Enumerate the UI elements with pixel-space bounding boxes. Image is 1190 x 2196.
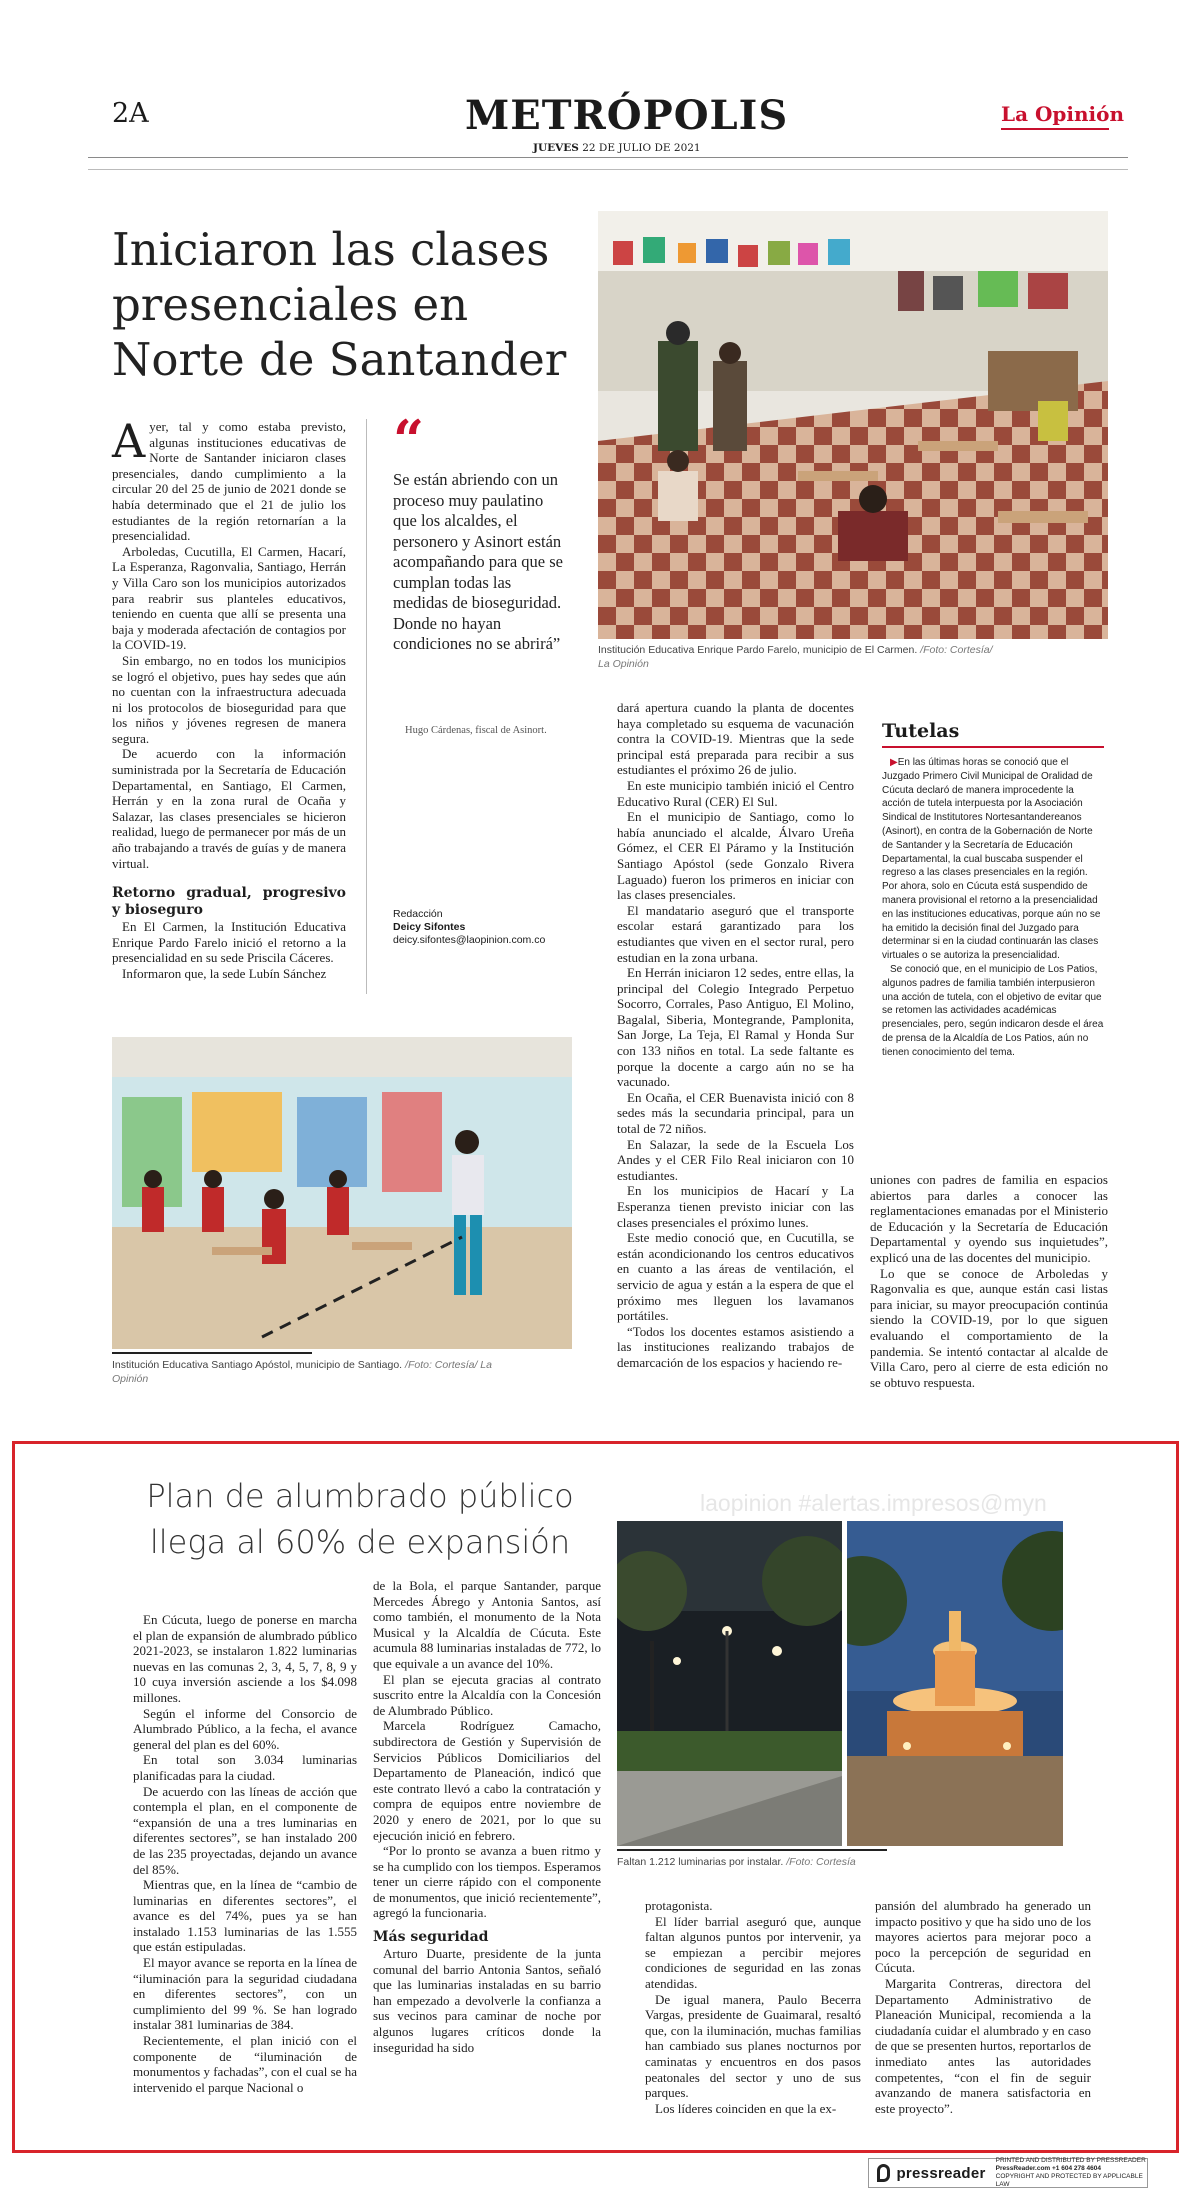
photo3-caption [617, 1855, 937, 1869]
streetlights-night-photo [617, 1521, 842, 1846]
article1-paragraph: Sin embargo, no en todos los municipios se logró el objetivo, pues hay sedes que aún no cuentan con la infraestructura adecuada ni los protocolos de bioseguridad para que los niños y jóvenes regresen de manera segura. [112, 652, 346, 746]
article2-paragraph: De igual manera, Paulo Becerra Vargas, presidente de Guaimaral, resaltó que, con la iluminación, muchas familias han cambiado sus planes nocturnos por caminatas y encuentros en dos pasos peatonales del sector y uno de sus parques. [645, 1991, 861, 2101]
article1-paragraph: Lo que se conoce de Arboledas y Ragonvalia es que, aunque están casi listas para iniciar, su mayor preocupación continúa siendo la COVID-19, por lo que siguen evaluando el comportamiento de la pandemia. Se intentó contactar al alcalde de Villa Caro, pero al cierre de esta edición no se obtuvo respuesta. [870, 1265, 1108, 1390]
article1-paragraph: En Salazar, la sede de la Escuela Los Andes y el CER Filo Real iniciaron con 10 estudiantes. [617, 1136, 854, 1183]
photo2-caption [112, 1358, 492, 1386]
red-bullet-icon: ▶ [890, 757, 898, 768]
article1-paragraph: Este medio conoció que, en Cucutilla, se están acondicionando los centros educativos en cuanto a las áreas de ventilación, el servicio de agua y están a la espera de que el próximo mes lleguen los lavamanos portátiles. [617, 1230, 854, 1324]
photo1-caption-text: Institución Educativa Enrique Pardo Farelo, municipio de El Carmen. [598, 644, 918, 656]
tutelas-paragraph: Se conoció que, en el municipio de Los Patios, algunos padres de familia también interpusieron una acción de tutela, con el objetivo de evitar que se retomen las actividades académicas presenciales, pero, según indicaron desde el área de prensa de la Alcaldía de Los Patios, aún no tienen conocimiento del tema. [882, 963, 1104, 1058]
photo3-caption-text: Faltan 1.212 luminarias por instalar. [617, 1856, 784, 1868]
article1-paragraph: En Herrán iniciaron 12 sedes, entre ellas, la principal del Colegio Integrado Perpetuo Socorro, Corrales, Paso Antiguo, El Molino, Bagalal, Siberia, Montegrande, Pamplonita, San Jorge, La Teja, El Ramal y Honda Sur con 133 niños en total. La sede faltante es porque la docente a cargo aún no se ha vacunado. [617, 965, 854, 1090]
article1-paragraph: El mandatario aseguró que el transporte escolar estará garantizado para los estudiantes que viven en el sector rural, pero estudian en la zona urbana. [617, 902, 854, 965]
article1-paragraph: Arboledas, Cucutilla, El Carmen, Hacarí, La Esperanza, Ragonvalia, Santiago, Herrán y Villa Caro son los municipios autorizados para reabrir sus planteles educativos, teniendo en cuenta que allí se presenta una baja y moderada afectación de contagios por la COVID-19. [112, 543, 346, 653]
byline-email: deicy.sifontes@laopinion.com.co [393, 934, 546, 946]
article1-column-1 [112, 414, 346, 982]
photo1-credit: /Foto: Cortesía/ La Opinión [598, 644, 993, 670]
pressreader-legal-line3: COPYRIGHT AND PROTECTED BY APPLICABLE LAW [995, 2173, 1143, 2188]
article2-paragraph: El mayor avance se reporta en la línea de “iluminación para la seguridad ciudadana en diferentes sectores”, con un cumplimiento del 99 %. Se han logrado instalar 381 luminarias de 384. [133, 1955, 357, 2033]
article2-paragraph: pansión del alumbrado ha generado un impacto positivo y que ha sido uno de los mayores aciertos para mejorar poco a poco la percepción de seguridad en Cúcuta. [875, 1898, 1091, 1976]
classroom-photo-santiago [112, 1037, 572, 1349]
article1-column-4 [870, 1172, 1108, 1390]
article1-paragraph: yer, tal y como estaba previsto, algunas instituciones educativas de Norte de Santander iniciaron clases presenciales, dando cumplimiento a la circular 20 del 25 de junio de 2021 donde se había determinado que el 21 de julio los estudiantes de la región retornarían a la presencialidad. [112, 419, 346, 544]
article1-dropcap: A [112, 414, 146, 468]
article2-paragraph: de la Bola, el parque Santander, parque Mercedes Ábrego y Antonia Santos, así como también, el monumento de la Nota Musical y la Alcaldía de Cúcuta. Este acumula 88 luminarias instaladas de 772, lo que equivale a un avance del 10%. [373, 1578, 601, 1671]
article1-paragraph: En el municipio de Santiago, como lo había anunciado el alcalde, Álvaro Ureña Gómez, el CER El Páramo y la Institución Santiago Apóstol (sede Gonzalo Rivera Laguado) fueron los primeros en iniciar con las clases presenciales. [617, 809, 854, 903]
pressreader-icon [877, 2164, 890, 2182]
article1-paragraph: dará apertura cuando la planta de docentes haya completado su esquema de vacunación contra la COVID-19. Mientras que la sede principal está preparada para recibir a sus estudiantes el próximo 26 de julio. [617, 700, 854, 778]
photo1-caption [598, 643, 998, 671]
article1-paragraph: “Todos los docentes estamos asistiendo a las instituciones realizando trabajos de demarcación de los espacios y haciendo re- [617, 1323, 854, 1370]
photo3-credit: /Foto: Cortesía [786, 1856, 856, 1868]
article2-headline [110, 1473, 610, 1565]
pressreader-legal [996, 2157, 1147, 2189]
tutelas-paragraph [882, 756, 1104, 963]
tutelas-title: Tutelas [882, 720, 960, 742]
article1-paragraph: uniones con padres de familia en espacios abiertos para darles a conocer las reglamentaciones emanadas por el Ministerio de Educación y la Secretaría de Educación Departamental y oyendo sus inquietudes”, explicó una de las docentes del municipio. [870, 1172, 1108, 1265]
header-date [533, 142, 701, 154]
article2-paragraph: En total son 3.034 luminarias planificadas para la ciudad. [133, 1752, 357, 1783]
photo3-rule [617, 1849, 887, 1851]
article2-paragraph: Según el informe del Consorcio de Alumbrado Público, a la fecha, el avance general del plan es del 60%. [133, 1705, 357, 1752]
article1-paragraph: En los municipios de Hacarí y La Esperanza tienen previsto iniciar con las clases presenciales el próximo lunes. [617, 1183, 854, 1230]
article2-paragraph: Recientemente, el plan inició con el componente de “iluminación de monumentos y fachadas”, con el cual se ha intervenido el parque Nacional o [133, 2033, 357, 2095]
header-rule-2 [88, 169, 1128, 170]
brand-logo-underline [1001, 128, 1109, 130]
article1-paragraph: Informaron que, la sede Lubín Sánchez [122, 966, 327, 981]
header-rule [88, 157, 1128, 158]
quote-mark: “ [393, 408, 425, 472]
article1-subhead: Retorno gradual, progresivo y bioseguro [112, 885, 346, 919]
article2-paragraph: “Por lo pronto se avanza a buen ritmo y se ha cumplido con los tiempos. Esperamos tener un cierre rápido con el componente de monumentos, que inició recientemente”, agregó la funcionaria. [373, 1843, 601, 1921]
article2-paragraph: Marcela Rodríguez Camacho, subdirectora de Gestión y Supervisión de Servicios Públicos Domiciliarios del Departamento de Planeación, indicó que este contrato llevó a cabo la contratación y compra de equipos entre noviembre de 2020 y enero de 2021, por lo que su ejecución inició en febrero. [373, 1718, 601, 1843]
watermark: laopinion #alertas.impresos@myn [700, 1490, 1047, 1516]
article2-paragraph: El líder barrial aseguró que, aunque faltan algunos puntos por intervenir, ya se empiezan a percibir mejores condiciones de seguridad en las zonas atendidas. [645, 1913, 861, 1991]
pull-quote: Se están abriendo con un proceso muy paulatino que los alcaldes, el personero y Asinort están acompañando para que se cumplan todas las medidas de bioseguridad. Donde no hayan condiciones no se abrirá” [393, 470, 563, 653]
article1-paragraph: De acuerdo con la información suministrada por la Secretaría de Educación Departamental, en Santiago, El Carmen, Herrán y en la zona rural de Ocaña y Salazar, las clases presenciales se hicieron realidad, luego de permanecer por más de un año trabajando a través de guías y de manera virtual. [112, 746, 346, 871]
photo2-rule [112, 1352, 312, 1354]
byline-label: Redacción [393, 908, 443, 920]
article2-paragraph: Arturo Duarte, presidente de la junta comunal del barrio Antonia Santos, señaló que las luminarias instaladas en su barrio han empezado a devolverle la confianza a sus vecinos para caminar de noche por algunos lugares críticos donde la inseguridad ha sido [373, 1946, 601, 2055]
header-date-rest: 22 DE JULIO DE 2021 [582, 142, 701, 154]
pressreader-logo: pressreader [896, 2164, 986, 2182]
article2-headline-line1: Plan de alumbrado público [146, 1477, 574, 1515]
photo2-credit: /Foto: Cortesía/ La Opinión [112, 1359, 492, 1385]
article1-paragraph: En este municipio también inició el Centro Educativo Rural (CER) El Sul. [617, 777, 854, 809]
pull-quote-author: Hugo Cárdenas, fiscal de Asinort. [405, 725, 547, 736]
section-title: METRÓPOLIS [465, 92, 789, 139]
article2-paragraph: En Cúcuta, luego de ponerse en marcha el plan de expansión de alumbrado público 2021-2023, se instalaron 1.822 luminarias nuevas en las comunas 2, 3, 4, 5, 7, 8, 9 y 10 cuya inversión asciende a los $4.098 millones. [133, 1612, 357, 1705]
tutelas-title-underline [882, 746, 1104, 748]
article1-paragraph: En Ocaña, el CER Buenavista inició con 8 sedes más la secundaria principal, para un total de 72 niños. [617, 1089, 854, 1137]
pressreader-legal-line1: PRINTED AND DISTRIBUTED BY PRESSREADER [995, 2157, 1146, 2164]
article2-paragraph: protagonista. [645, 1898, 713, 1913]
tutelas-paragraph-text: En las últimas horas se conoció que el Juzgado Primero Civil Municipal de Oralidad de Cúcuta declaró de manera improcedente la acción de tutela interpuesta por la Asociación Sindical de Institutores Nortesantandereanos (Asinort), en contra de la Gobernación de Norte de Santander y la Secretaría de Educación Departamental, la cual buscaba suspender el regreso a las clases presenciales en la región. Por ahora, solo en Cúcuta está suspendido de manera provisional el retorno a la presencialidad en las instituciones educativas, porque aún no se ha emitido la decisión final del Juzgado para determinar si en la ciudad continuarán las clases virtuales o se autoriza la presencialidad. [882, 757, 1101, 962]
article1-paragraph: En El Carmen, la Institución Educativa Enrique Pardo Farelo inició el retorno a la presencialidad en su sede Priscila Cáceres. [112, 919, 346, 966]
article2-paragraph: Los líderes coinciden en que la ex- [655, 2100, 837, 2116]
byline-name: Deicy Sifontes [393, 921, 466, 933]
photo2-caption-text: Institución Educativa Santiago Apóstol, municipio de Santiago. [112, 1359, 403, 1371]
brand-logo: La Opinión [1001, 102, 1125, 126]
article2-paragraph: De acuerdo con las líneas de acción que contempla el plan, en el componente de “expansión de una a tres luminarias en diferentes sectores”, se han instalado 200 de las 235 proyectadas, dejando un avance del 85%. [133, 1783, 357, 1877]
page-number: 2A [112, 98, 149, 129]
article2-paragraph: Mientras que, en la línea de “cambio de luminarias en diferentes sectores”, el avance es del 74%, pues ya se han instalado 1.153 luminarias de las 1.555 que están estipuladas. [133, 1877, 357, 1955]
article1-headline: Iniciaron las clases presenciales en Norte de Santander [112, 223, 567, 386]
article2-column-2 [373, 1578, 601, 2055]
article2-paragraph: El plan se ejecuta gracias al contrato suscrito entre la Alcaldía con la Concesión de Alumbrado Público. [373, 1671, 601, 1718]
fountain-night-photo [847, 1521, 1063, 1846]
article1-column-3 [617, 700, 854, 1371]
byline [393, 908, 545, 947]
pressreader-legal-line2: PressReader.com +1 604 278 4604 [995, 2165, 1101, 2172]
article2-subhead: Más seguridad [373, 1929, 489, 1946]
article2-column-1 [133, 1612, 357, 2095]
column-divider [366, 419, 367, 994]
pressreader-badge [868, 2158, 1148, 2188]
article2-column-4 [875, 1898, 1091, 2116]
article2-paragraph: Margarita Contreras, directora del Departamento Administrativo de Planeación Municipal, recomienda a la ciudadanía cuidar el alumbrado y en caso de que se presenten hurtos, reportarlos de inmediato antes las autoridades competentes, “con el fin de seguir avanzando de manera satisfactoria en este proyecto”. [875, 1975, 1091, 2116]
article2-column-3 [645, 1898, 861, 2116]
header-date-day: JUEVES [533, 142, 579, 154]
classroom-photo-el-carmen [598, 211, 1108, 639]
article2-headline-line2: llega al 60% de expansión [149, 1523, 571, 1561]
tutelas-box [882, 720, 1104, 1060]
